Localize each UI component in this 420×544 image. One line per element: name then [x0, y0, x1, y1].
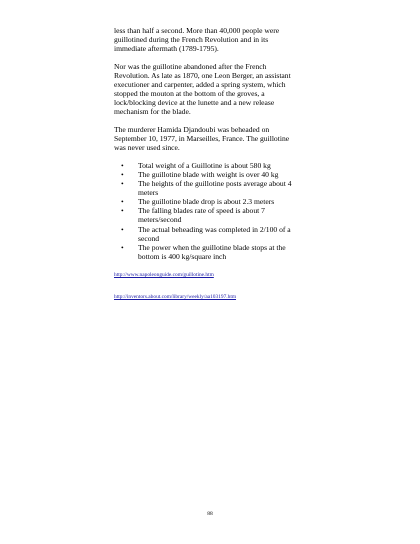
bullet-icon: • — [121, 224, 124, 234]
bullet-icon: • — [121, 197, 124, 207]
paragraph-execution-count: less than half a second. More than 40,000 people were guillotined during the French Revolution and in its immediate aftermath (1789-1795). — [114, 26, 280, 54]
list-item-text: The guillotine blade drop is about 2.3 meters — [138, 197, 275, 207]
list-item — [114, 161, 300, 170]
bullet-icon: • — [121, 242, 124, 252]
guillotine-facts-list — [114, 161, 300, 261]
bullet-icon: • — [121, 206, 124, 216]
source-link-inventors[interactable]: http://inventors.about.com/library/weekly/aa103197.htm — [114, 293, 237, 300]
list-item-text: The heights of the guillotine posts average about 4 meters — [138, 179, 292, 198]
bullet-icon: • — [121, 160, 124, 170]
list-item — [114, 243, 300, 261]
source-link-napoleonguide[interactable]: http://www.napoleonguide.com/guillotine.htm — [114, 271, 214, 278]
list-item — [114, 179, 300, 197]
list-item-text: The actual beheading was completed in 2/100 of a second — [138, 224, 291, 243]
list-item — [114, 197, 300, 206]
list-item — [114, 170, 300, 179]
list-item-text: The guillotine blade with weight is over 40 kg — [138, 170, 279, 179]
list-item-text: Total weight of a Guillotine is about 580 kg — [138, 160, 271, 170]
paragraph-last-execution: The murderer Hamida Djandoubi was beheaded on September 10, 1977, in Marseilles, France. The guillotine was never used since. — [114, 125, 290, 153]
list-item-text: The power when the guillotine blade stops at the bottom is 400 kg/square inch — [138, 242, 286, 261]
page-number: 88 — [207, 511, 213, 517]
page-body — [114, 26, 300, 301]
bullet-icon: • — [121, 170, 124, 179]
list-item — [114, 206, 300, 224]
paragraph-leon-berger: Nor was the guillotine abandoned after the French Revolution. As late as 1870, one Leon Berger, an assistant executioner and carpenter, added a spring system, which stopped the mouton at the bottom of the groves, a lock/blocking device at the lunette and a new release mechanism for the blade. — [114, 61, 291, 117]
list-item — [114, 225, 300, 243]
bullet-icon: • — [121, 179, 124, 189]
list-item-text: The falling blades rate of speed is about 7 meters/second — [138, 206, 265, 225]
